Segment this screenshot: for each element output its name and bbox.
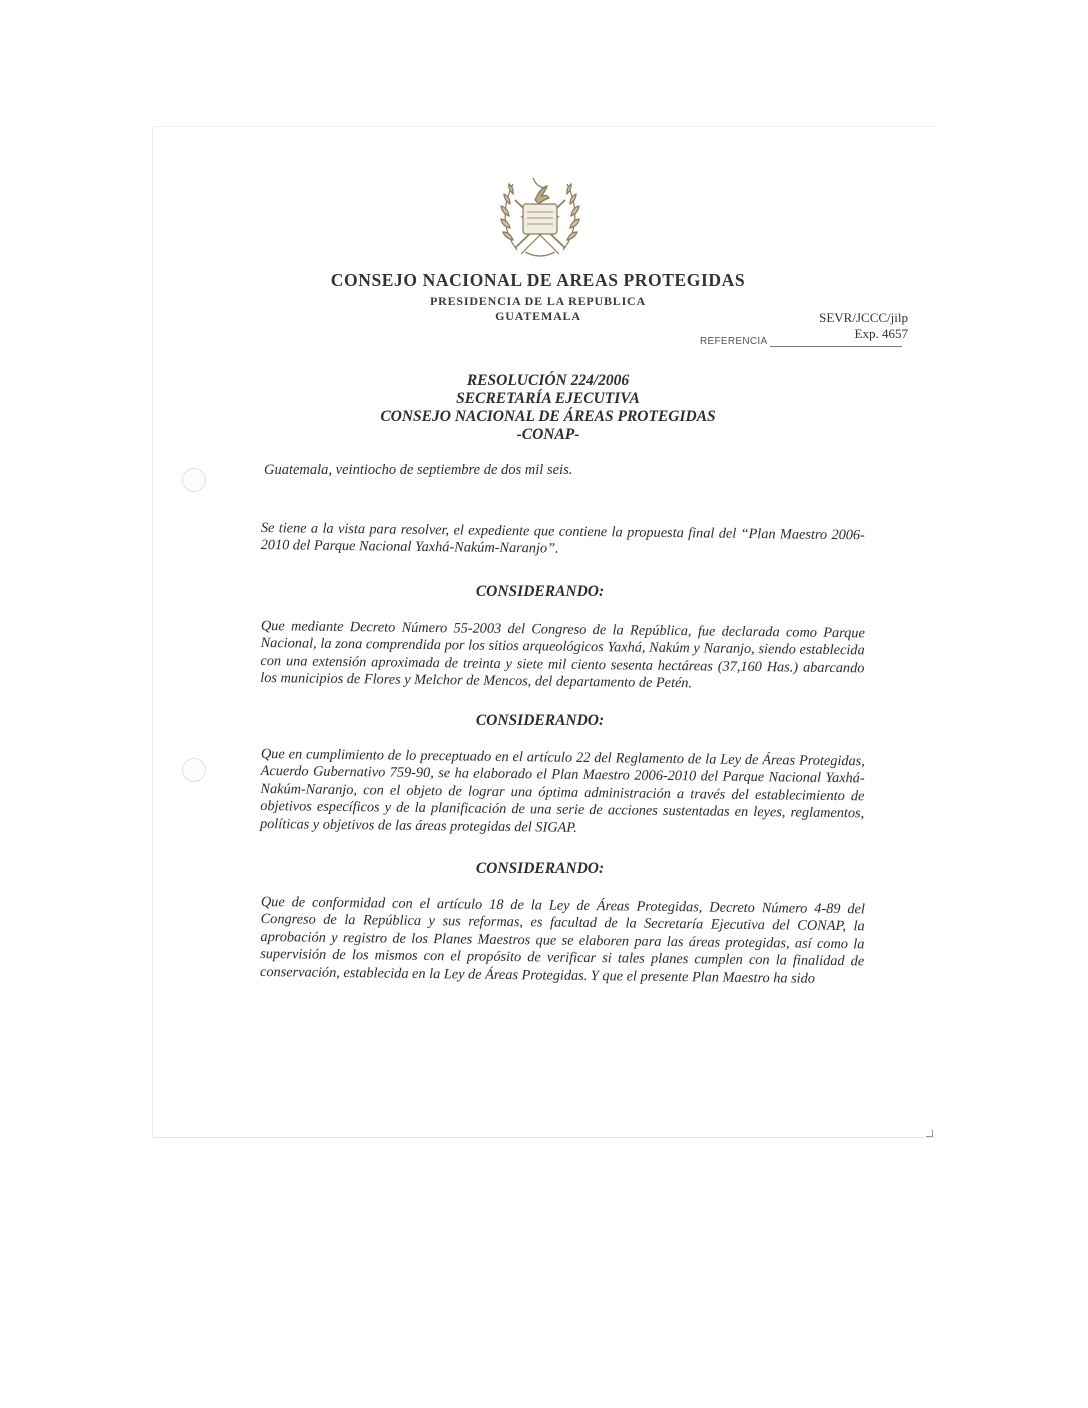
considerando-paragraph-3: Que de conformidad con el artículo 18 de la Ley de Áreas Protegidas, Decreto Número 4-89 del Congreso de la República y sus reformas, es facultad de la Secretaría Ejecutiva del CONAP, la aprobación y registro de los Planes Maestros que se elaboren para las áreas protegidas, así como la supervisión de los mismos con el propósito de verificar si tales planes cumplen con la finalidad de conservación, establecida en la Ley de Áreas Protegidas. Y que el presente Plan Maestro ha sido [259,894,865,987]
considerando-heading-2: CONSIDERANDO: [475,712,605,729]
punch-hole-top [182,468,206,492]
document-date: Guatemala, veintiocho de septiembre de dos mil seis. [264,462,573,478]
considerando-heading-3: CONSIDERANDO: [475,860,605,877]
resolution-number: RESOLUCIÓN 224/2006 [466,372,630,389]
resolution-council: CONSEJO NACIONAL DE ÁREAS PROTEGIDAS [380,408,716,425]
expediente-number: Exp. 4657 [854,326,908,341]
considerando-heading-1: CONSIDERANDO: [475,583,605,600]
organization-subtitle [258,294,818,324]
coat-of-arms-icon [495,170,585,262]
reference-underline [770,346,902,347]
reference-code: SEVR/JCCC/jilp [819,310,908,325]
considerando-paragraph-1: Que mediante Decreto Número 55-2003 del Congreso de la República, fue declarada como Parque Nacional, la zona comprendida por los sitios arqueológicos Yaxhá, Nakúm y Naranjo, siendo establecida con una extensión aproximada de treinta y siete mil ciento sesenta hectáreas (37,160 Has.) abarcando los municipios de Flores y Melchor de Mencos, del departamento de Petén. [260,618,865,692]
reference-code-block [790,310,908,342]
resolution-title [368,372,728,444]
resolution-secretariat: SECRETARÍA EJECUTIVA [456,390,640,407]
organization-name: CONSEJO NACIONAL DE AREAS PROTEGIDAS [330,270,746,290]
resolution-acronym: -CONAP- [516,426,580,443]
intro-paragraph: Se tiene a la vista para resolver, el expediente que contiene la propuesta final del “Plan Maestro 2006-2010 del Parque Nacional Yaxhá-Nakúm-Naranjo”. [260,520,865,558]
presidency-line: PRESIDENCIA DE LA REPUBLICA [430,294,646,308]
country-line: GUATEMALA [495,309,581,323]
page-corner-mark [926,1130,933,1137]
punch-hole-bottom [182,758,206,782]
considerando-paragraph-2: Que en cumplimiento de lo preceptuado en el artículo 22 del Reglamento de la Ley de Áreas Protegidas, Acuerdo Gubernativo 759-90, se ha elaborado el Plan Maestro 2006-2010 del Parque Nacional Yaxhá-Nakúm-Naranjo, con el objeto de lograr una óptima administración a través del establecimiento de objetivos específicos y de la planificación de una serie de acciones sustentadas en leyes, reglamentos, políticas y objetivos de las áreas protegidas del SIGAP. [259,746,865,836]
reference-label: REFERENCIA [700,336,768,347]
